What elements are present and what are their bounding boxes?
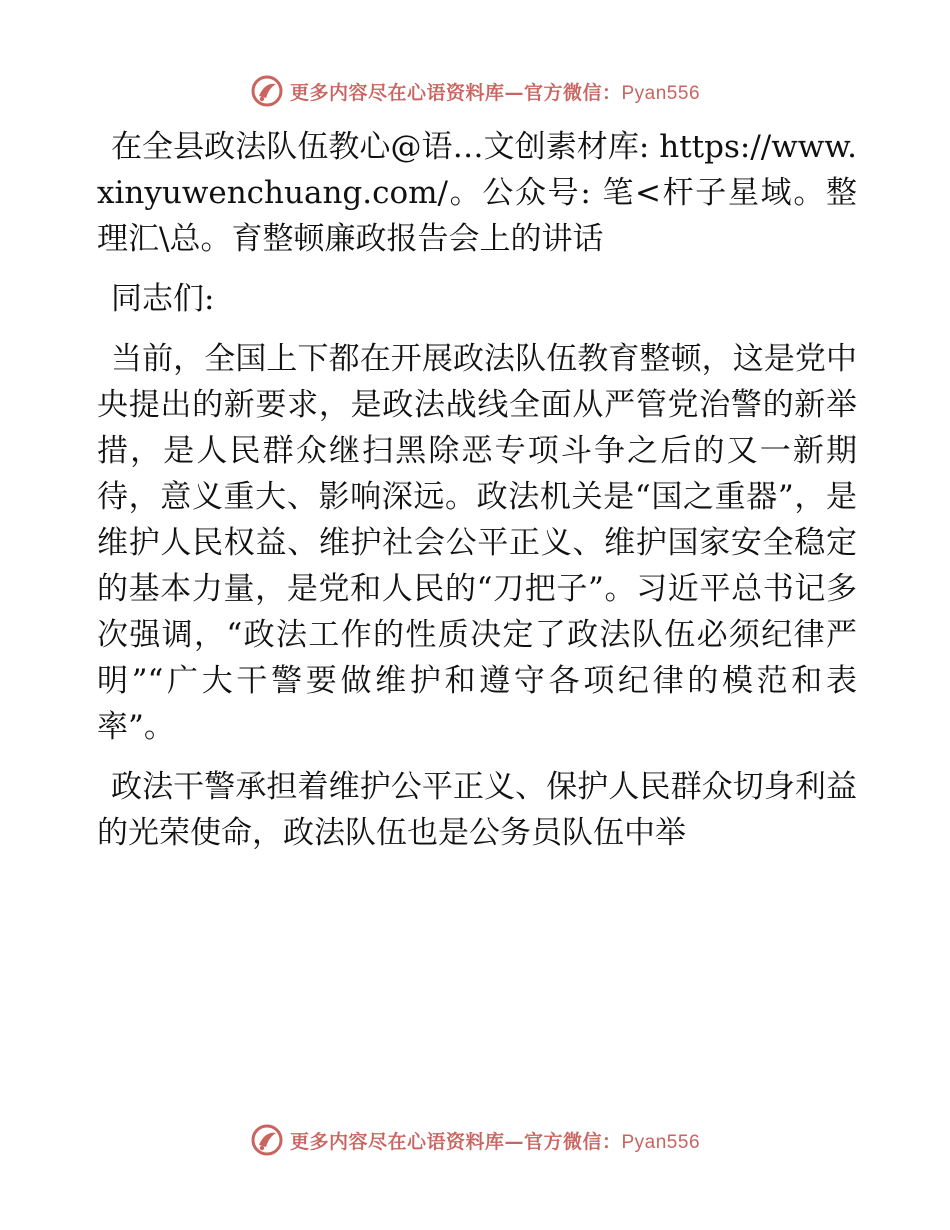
- brand-logo-icon: [250, 1123, 284, 1157]
- footer-banner: [0, 1120, 950, 1160]
- greeting: 同志们:: [111, 281, 215, 317]
- header-banner: [0, 71, 950, 111]
- footer-separator: —: [504, 1130, 524, 1153]
- header-banner-text: [290, 78, 700, 105]
- footer-banner-text: [290, 1127, 700, 1154]
- document-body: [97, 124, 857, 870]
- document-title: 在全县政法队伍教心@语…文创素材库: https://www.xinyuwenchuang.com/。公众号: 笔<杆子星域。整理汇\总。育整顿廉政报告会上的讲话: [97, 129, 857, 257]
- header-site-text: 更多内容尽在心语资料库: [289, 81, 505, 104]
- header-wechat-label: 官方微信：: [523, 81, 622, 104]
- paragraph-1: 当前，全国上下都在开展政法队伍教育整顿，这是党中央提出的新要求，是政法战线全面从严管党治警的新举措，是人民群众继扫黑除恶专项斗争之后的又一新期待，意义重大、影响深远。政法机关是“国之重器”，是维护人民权益、维护社会公平正义、维护国家安全稳定的基本力量，是党和人民的“刀把子”。习近平总书记多次强调，“政法工作的性质决定了政法队伍必须纪律严明”“广大干警要做维护和遵守各项纪律的模范和表率”。: [97, 341, 857, 745]
- header-separator: —: [504, 81, 524, 104]
- footer-wechat-handle: Pyan556: [621, 1131, 701, 1153]
- footer-wechat-label: 官方微信：: [523, 1130, 622, 1153]
- header-wechat-handle: Pyan556: [621, 82, 701, 104]
- footer-site-text: 更多内容尽在心语资料库: [289, 1130, 505, 1153]
- paragraph-2: 政法干警承担着维护公平正义、保护人民群众切身利益的光荣使命，政法队伍也是公务员队伍中举: [97, 769, 857, 851]
- brand-logo-icon: [250, 74, 284, 108]
